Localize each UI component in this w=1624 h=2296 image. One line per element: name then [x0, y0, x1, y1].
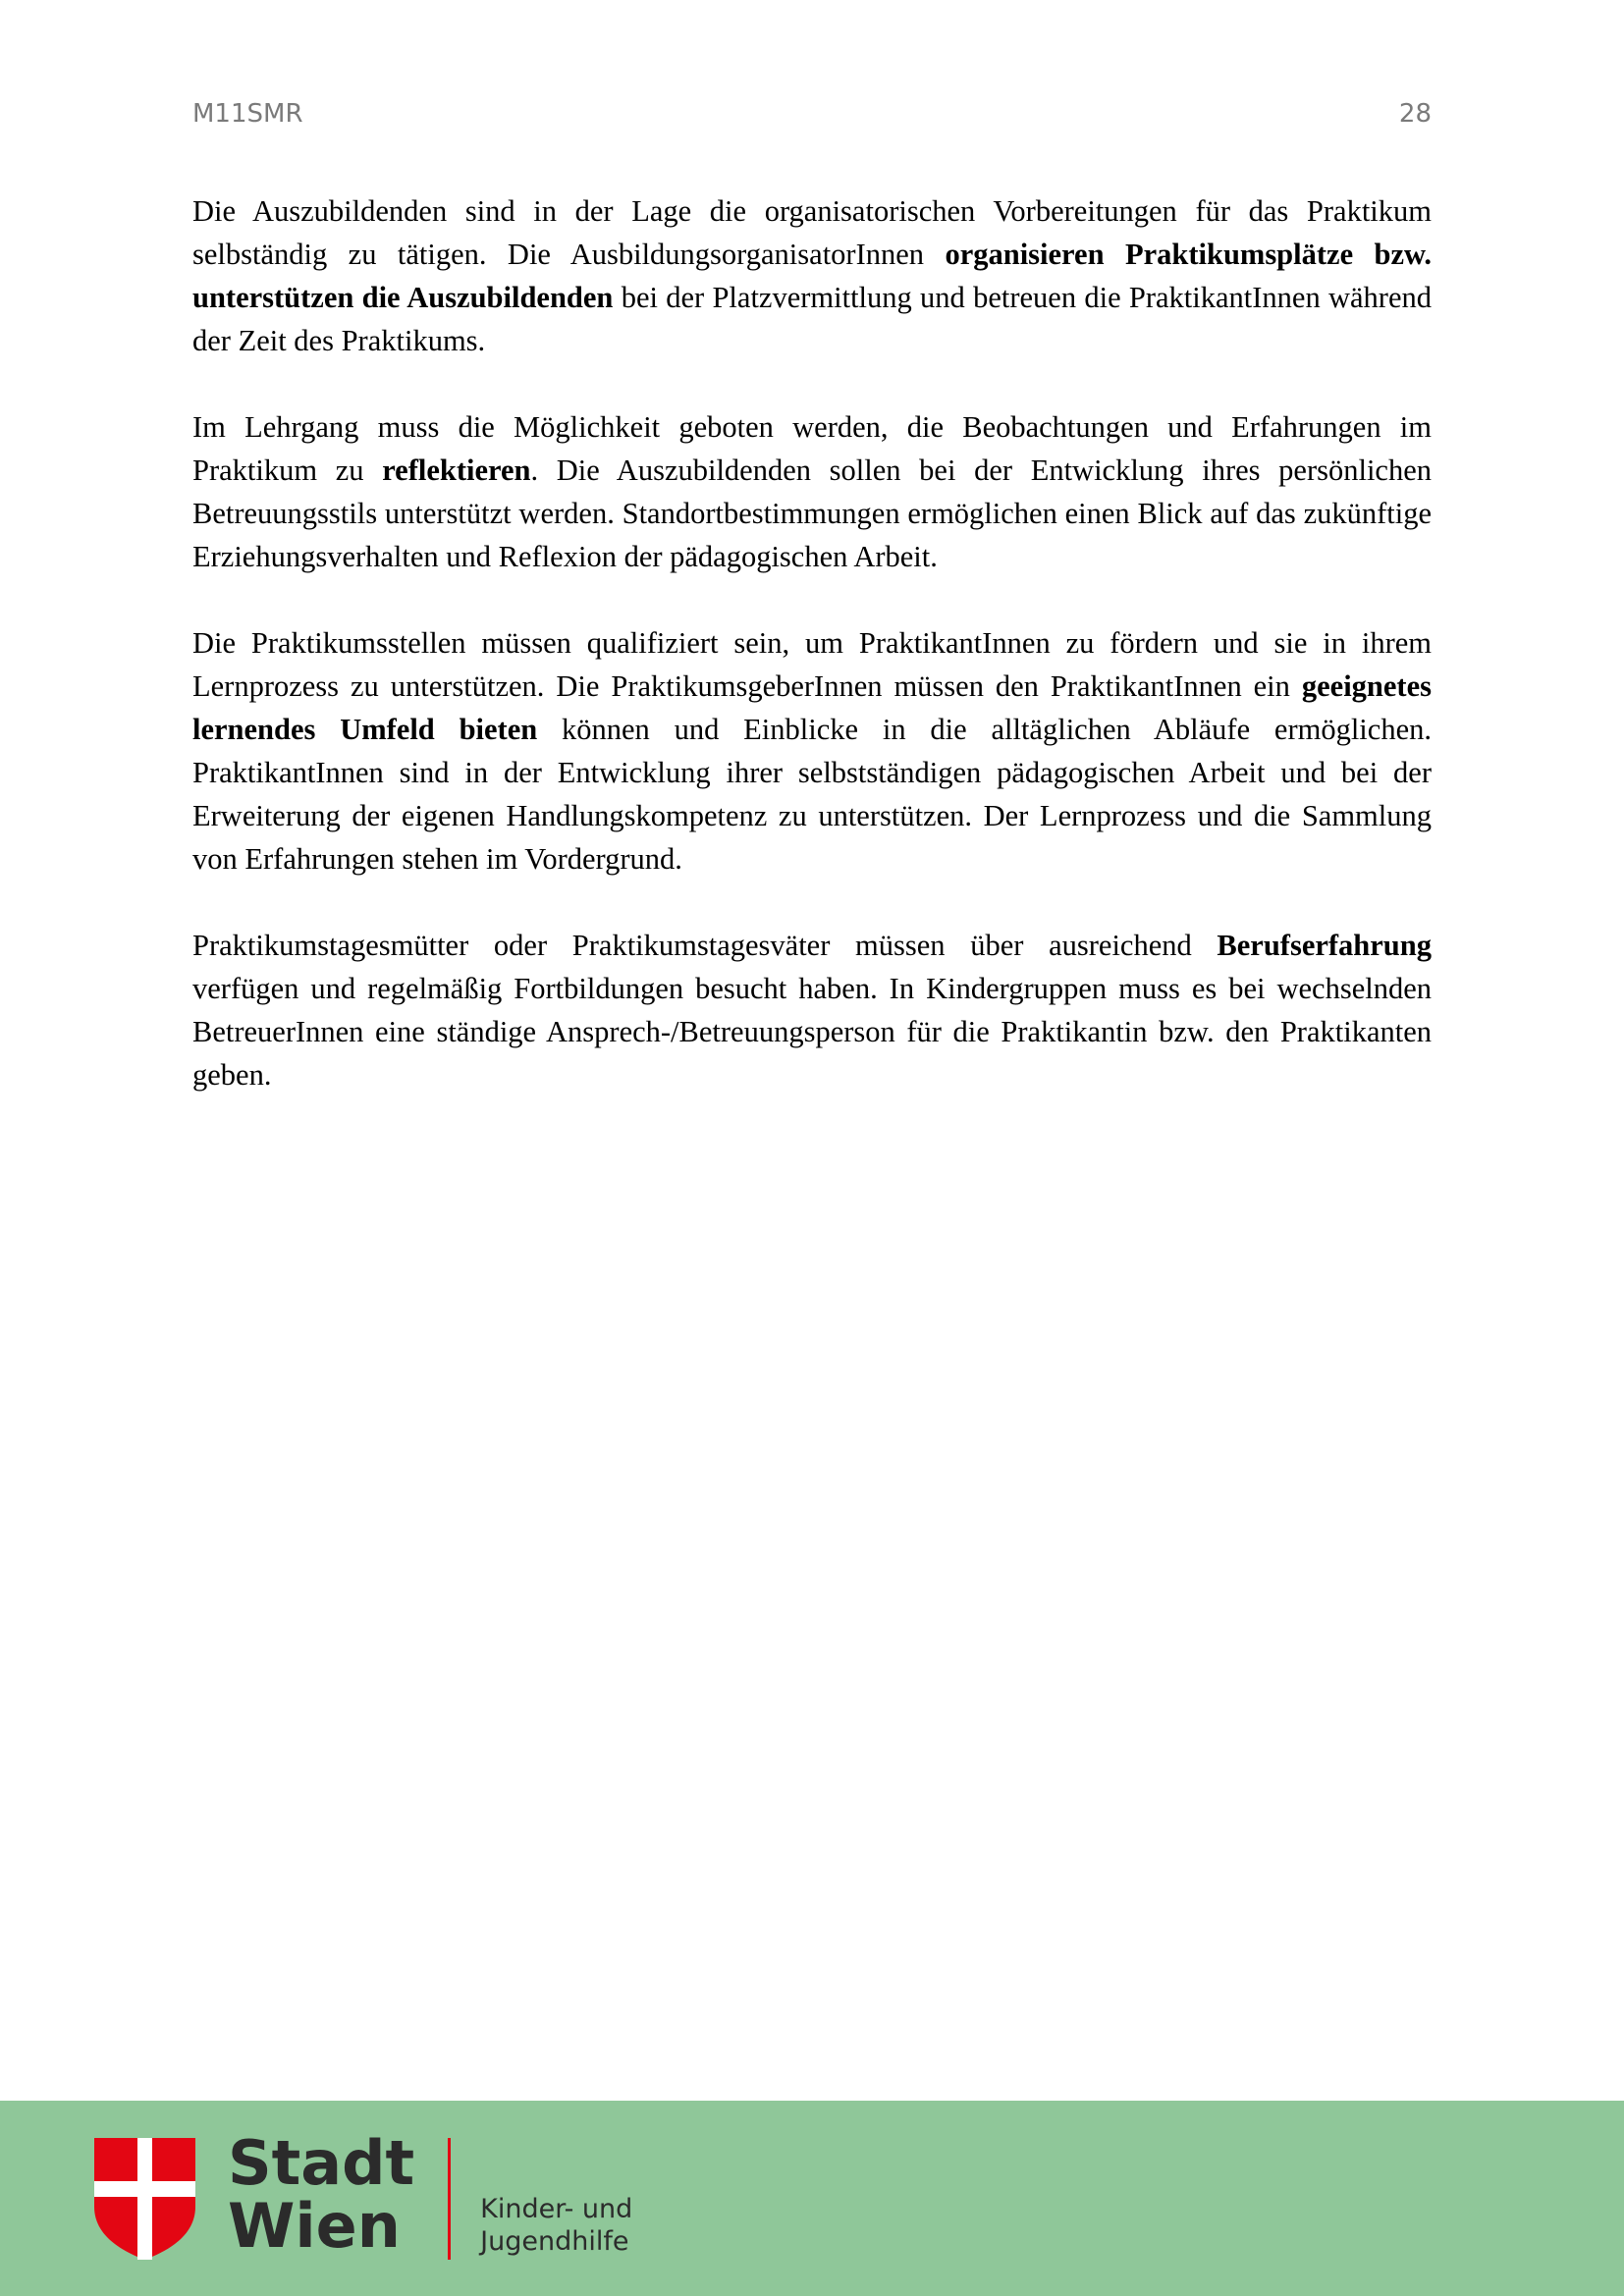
emphasis-text: organisieren Praktikumsplätze bzw. unterstützen die Auszubildenden [192, 238, 1432, 314]
department-name [480, 2193, 632, 2258]
footer-band [0, 2101, 1624, 2296]
paragraph-praktikumsorganisation [192, 189, 1432, 362]
logo-divider [448, 2138, 451, 2260]
paragraph-text: bei der Platzvermittlung und betreuen die PraktikantInnen während der Zeit des Praktikums. [192, 281, 1433, 357]
paragraph-text: Praktikumstagesmütter oder Praktikumstagesväter müssen über ausreichend [192, 929, 1218, 962]
emphasis-text: geeignetes lernendes Umfeld bieten [192, 669, 1432, 746]
emphasis-text: Berufserfahrung [1217, 929, 1432, 962]
paragraph-text: Die Auszubildenden sind in der Lage die organisatorischen Vorbereitungen für das Praktikum selbständig zu tätigen. Die AusbildungsorganisatorInnen [192, 194, 1432, 271]
logo-line-wien: Wien [228, 2190, 401, 2262]
logo-line-stadt: Stadt [228, 2127, 415, 2199]
emphasis-text: reflektieren [382, 454, 531, 487]
paragraph-text: können und Einblicke in die alltäglichen Abläufe ermöglichen. PraktikantInnen sind in der Entwicklung ihrer selbstständigen pädagogischen Arbeit und bei der Erweiterung der eigenen Handlungskompetenz zu unterstützen. Der Lernprozess und die Sammlung von Erfahrungen stehen im Vordergrund. [192, 713, 1432, 876]
paragraph-reflexion [192, 405, 1432, 578]
paragraph-tageseltern [192, 924, 1432, 1096]
document-code: M11SMR [192, 99, 303, 129]
paragraph-text: . Die Auszubildenden sollen bei der Entwicklung ihres persönlichen Betreuungsstils unterstützt werden. Standortbestimmungen ermöglichen einen Blick auf das zukünftige Erziehungsverhalten und Reflexion der pädagogischen Arbeit. [192, 454, 1432, 573]
page-number: 28 [1398, 99, 1432, 129]
paragraph-text: Im Lehrgang muss die Möglichkeit geboten werden, die Beobachtungen und Erfahrungen im Praktikum zu [192, 410, 1432, 487]
paragraph-praktikumsstellen [192, 621, 1432, 881]
stadt-wien-logo [94, 2127, 633, 2266]
logo-wordmark [228, 2127, 415, 2262]
paragraph-text: verfügen und regelmäßig Fortbildungen besucht haben. In Kindergruppen muss es bei wechselnden BetreuerInnen eine ständige Ansprech-/Betreuungsperson für die Praktikantin bzw. den Praktikanten geben. [192, 972, 1432, 1092]
body-text [192, 189, 1432, 1140]
paragraph-text: Die Praktikumsstellen müssen qualifiziert sein, um PraktikantInnen zu fördern und sie in ihrem Lernprozess zu unterstützen. Die PraktikumsgeberInnen müssen den PraktikantInnen ein [192, 626, 1432, 703]
vienna-shield-icon [94, 2138, 195, 2260]
page-header [192, 94, 1432, 133]
department-line-2: Jugendhilfe [480, 2226, 629, 2257]
department-line-1: Kinder- und [480, 2194, 633, 2224]
